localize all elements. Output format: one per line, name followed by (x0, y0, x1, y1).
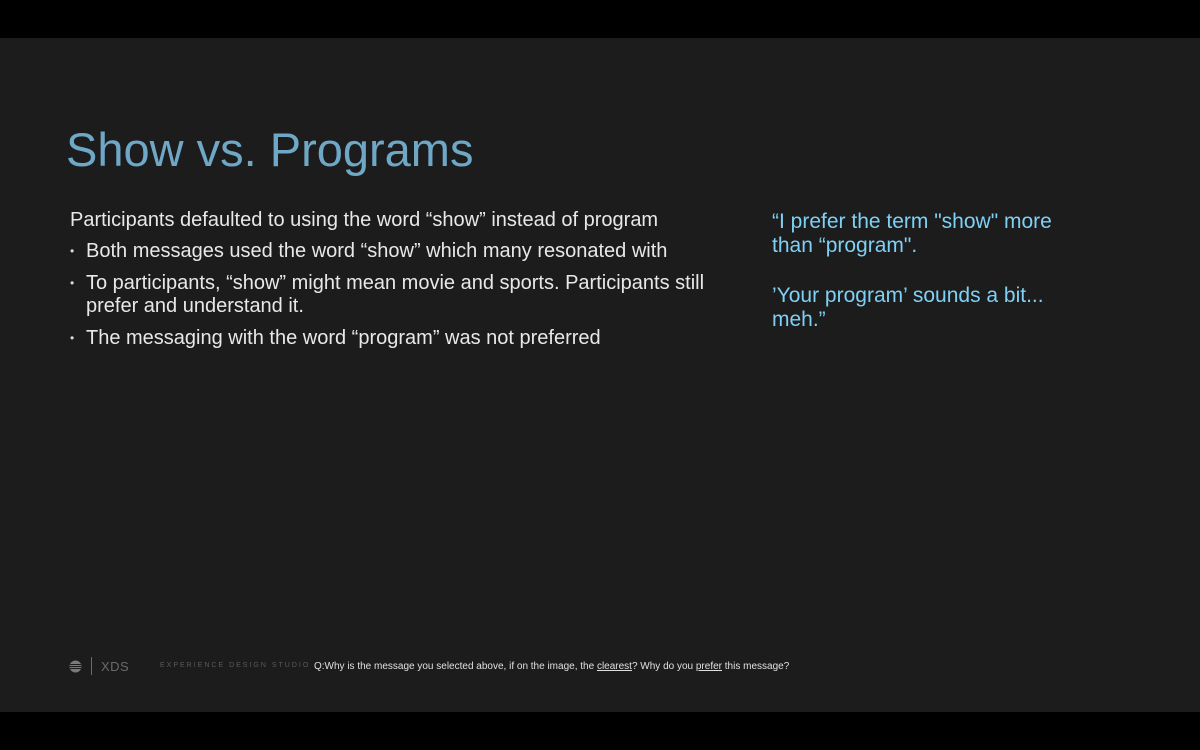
bullet-dot-icon: • (70, 276, 75, 290)
question-part-3: this message? (722, 661, 790, 672)
question-prefer: prefer (695, 661, 722, 672)
bullet-text: The messaging with the word “program” was not preferred (86, 327, 601, 349)
att-globe-icon (69, 660, 82, 673)
question-part-1: Q:Why is the message you selected above, if on the image, the (314, 661, 597, 672)
footer-studio-name: EXPERIENCE DESIGN STUDIO (160, 662, 311, 669)
participant-quote-1: “I prefer the term "show" more than “program". (772, 210, 1052, 257)
footer-divider (91, 657, 92, 675)
letterbox-bottom (0, 712, 1200, 750)
footer-brand: XDS (101, 659, 130, 674)
slide-title: Show vs. Programs (66, 123, 474, 176)
question-clearest: clearest (596, 661, 632, 672)
slide (0, 38, 1200, 712)
letterbox-top (0, 0, 1200, 38)
bullet-dot-icon: • (70, 331, 75, 345)
bullet-item (70, 240, 710, 263)
bullet-dot-icon: • (70, 244, 75, 258)
intro-text: Participants defaulted to using the word “show” instead of program (70, 209, 659, 231)
bullet-text: To participants, “show” might mean movie and sports. Participants still prefer and understand it. (86, 272, 705, 317)
footer-question (314, 661, 789, 672)
bullet-list (70, 240, 710, 359)
bullet-text: Both messages used the word “show” which many resonated with (86, 240, 668, 262)
bullet-item (70, 272, 710, 318)
participant-quote-2: ’Your program’ sounds a bit... meh.” (772, 284, 1044, 331)
question-part-2: ? Why do you (631, 661, 696, 672)
bullet-item (70, 327, 710, 350)
